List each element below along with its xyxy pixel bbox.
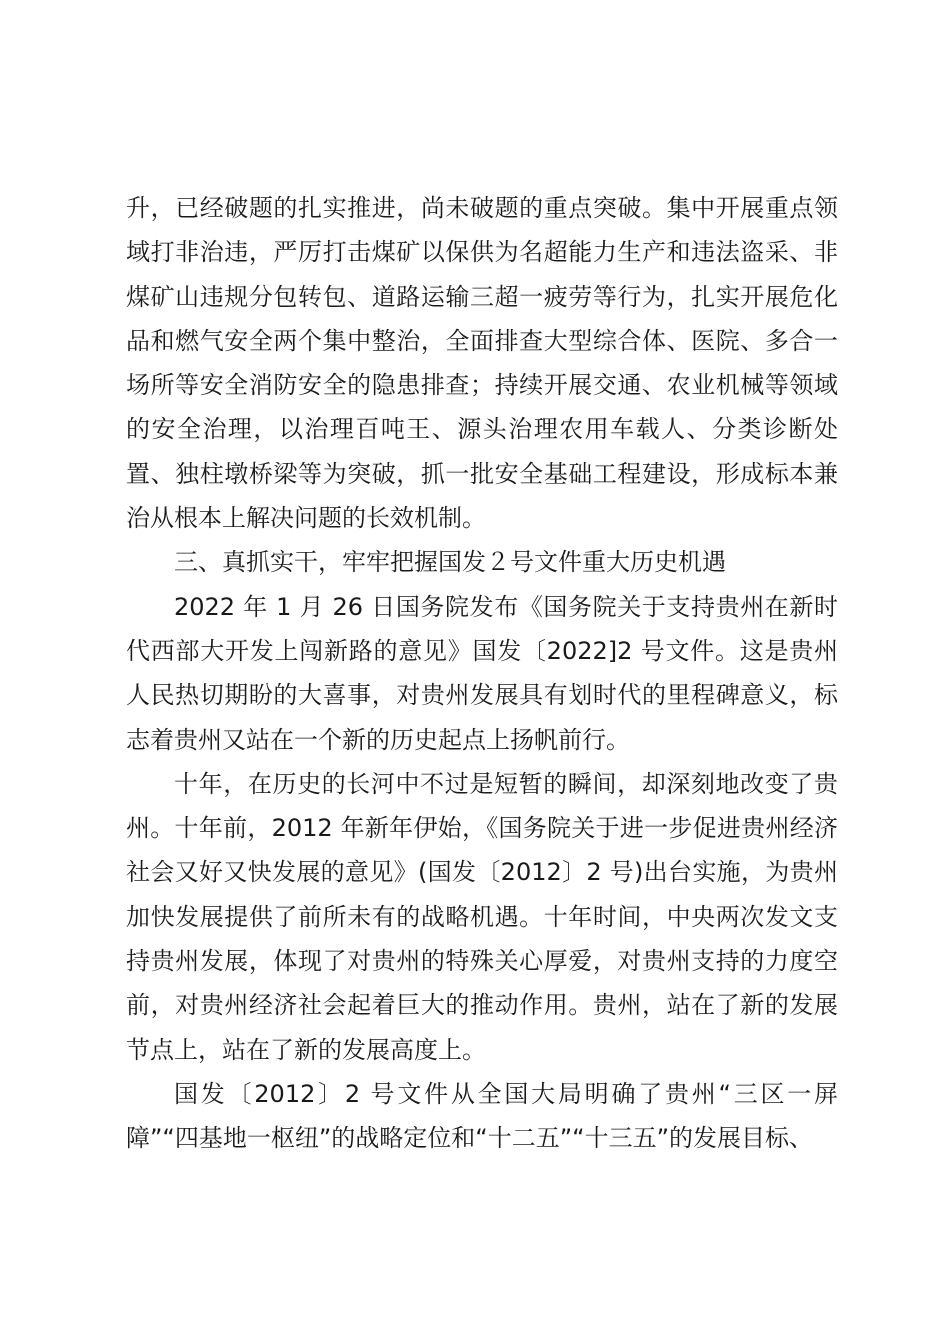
paragraph: 2022 年 1 月 26 日国务院发布《国务院关于支持贵州在新时代西部大开发上闯新路的意见》国发〔2022]2 号文件。这是贵州人民热切期盼的大喜事，对贵州发展具有划时代的里程碑意义，标志着贵州又站在一个新的历史起点上扬帆前行。 — [126, 592, 838, 754]
paragraph: 十年，在历史的长河中不过是短暂的瞬间，却深刻地改变了贵州。十年前，2012 年新年伊始，《国务院关于进一步促进贵州经济社会又好又快发展的意见》(国发〔2012〕2 号)出台实施，为贵州加快发展提供了前所未有的战略机遇。十年时间，中央两次发文支持贵州发展，体现了对贵州的特殊关心厚爱，对贵州支持的力度空前，对贵州经济社会起着巨大的推动作用。贵州，站在了新的发展节点上，站在了新的发展高度上。 — [126, 769, 838, 1064]
document-body — [126, 186, 838, 1161]
paragraph: 国发〔2012〕2 号文件从全国大局明确了贵州“三区一屏障”“四基地一枢纽”的战略定位和“十二五”“十三五”的发展目标、 — [126, 1079, 838, 1153]
paragraph-continuation: 升，已经破题的扎实推进，尚未破题的重点突破。集中开展重点领域打非治违，严厉打击煤矿以保供为名超能力生产和违法盗采、非煤矿山违规分包转包、道路运输三超一疲劳等行为，扎实开展危化品和燃气安全两个集中整治，全面排查大型综合体、医院、多合一场所等安全消防安全的隐患排查；持续开展交通、农业机械等领域的安全治理，以治理百吨王、源头治理农用车载人、分类诊断处置、独柱墩桥梁等为突破，抓一批安全基础工程建设，形成标本兼治从根本上解决问题的长效机制。 — [126, 194, 838, 533]
section-heading: 三、真抓实干，牢牢把握国发２号文件重大历史机遇 — [174, 548, 726, 577]
